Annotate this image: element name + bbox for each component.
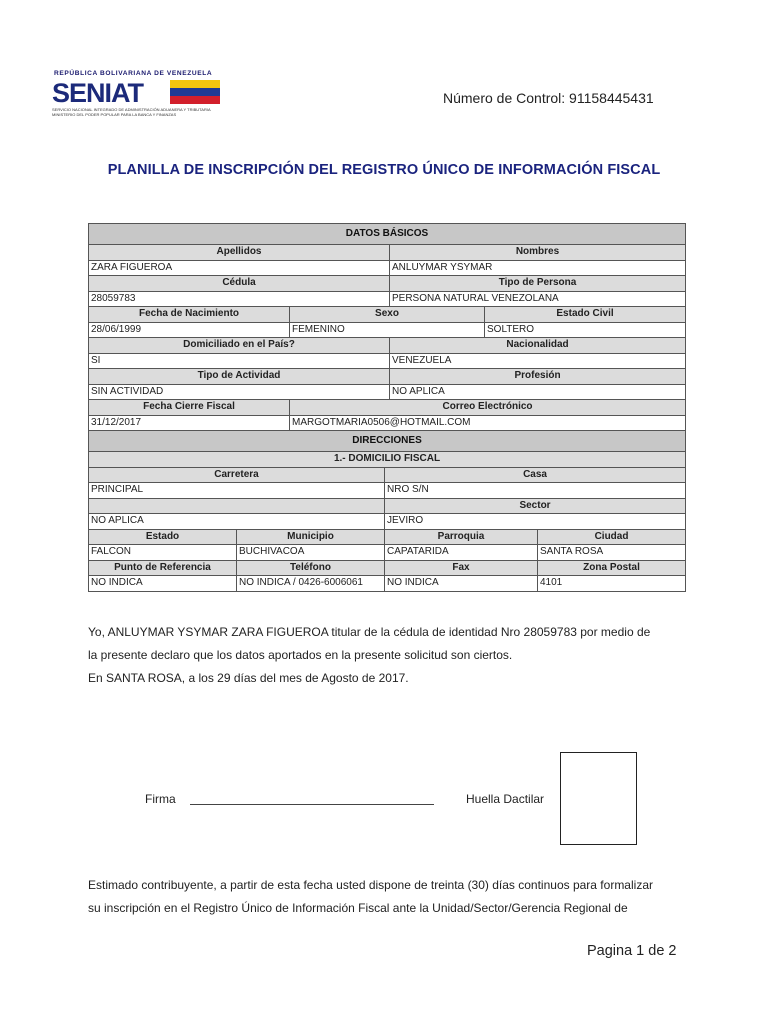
page-indicator: Pagina 1 de 2 [587,943,677,959]
logo-wordmark: SENIAT [52,78,144,108]
value-estado: FALCON [89,545,237,561]
label-fecha-cierre: Fecha Cierre Fiscal [89,400,290,416]
value-domiciliado: SI [89,353,390,369]
section-direcciones: DIRECCIONES [89,431,686,452]
value-nombres: ANLUYMAR YSYMAR [390,260,686,276]
label-estado: Estado [89,529,237,545]
control-number: Número de Control: 91158445431 [443,90,654,106]
value-apellidos: ZARA FIGUEROA [89,260,390,276]
logo-republic-text: REPÚBLICA BOLIVARIANA DE VENEZUELA [54,70,213,77]
notice-text: Estimado contribuyente, a partir de esta fecha usted dispone de treinta (30) días continuos para formalizar su inscripción en el Registro Único de Información Fiscal ante la Unidad/Sector/Gerencia Regional de [88,878,653,915]
label-blank [89,498,385,514]
label-punto-referencia: Punto de Referencia [89,560,237,576]
firma-label: Firma [145,792,176,806]
value-sexo: FEMENINO [290,322,485,338]
label-tipo-persona: Tipo de Persona [390,276,686,292]
label-nombres: Nombres [390,245,686,261]
label-profesion: Profesión [390,369,686,385]
value-profesion: NO APLICA [390,384,686,400]
label-tipo-actividad: Tipo de Actividad [89,369,390,385]
value-cedula: 28059783 [89,291,390,307]
label-municipio: Municipio [237,529,385,545]
value-estado-civil: SOLTERO [485,322,686,338]
subsection-domicilio-fiscal: 1.- DOMICILIO FISCAL [89,452,686,468]
label-correo: Correo Electrónico [290,400,686,416]
value-fecha-nacimiento: 28/06/1999 [89,322,290,338]
label-estado-civil: Estado Civil [485,307,686,323]
label-apellidos: Apellidos [89,245,390,261]
label-sector: Sector [385,498,686,514]
value-carretera: PRINCIPAL [89,483,385,499]
value-fax: NO INDICA [385,576,538,592]
value-zona-postal: 4101 [538,576,686,592]
value-fecha-cierre: 31/12/2017 [89,415,290,431]
label-fax: Fax [385,560,538,576]
value-sector-left: NO APLICA [89,514,385,530]
section-datos-basicos: DATOS BÁSICOS [89,224,686,245]
label-ciudad: Ciudad [538,529,686,545]
venezuela-flag-icon [170,80,220,104]
label-nacionalidad: Nacionalidad [390,338,686,354]
value-municipio: BUCHIVACOA [237,545,385,561]
seniat-logo [52,70,222,122]
value-correo: MARGOTMARIA0506@HOTMAIL.COM [290,415,686,431]
label-casa: Casa [385,467,686,483]
label-sexo: Sexo [290,307,485,323]
logo-subtitle: SERVICIO NACIONAL INTEGRADO DE ADMINISTRACIÓN ADUANERA Y TRIBUTARIA MINISTERIO DEL PODER POPULAR PARA LA BANCA Y FINANZAS [52,107,211,117]
value-ciudad: SANTA ROSA [538,545,686,561]
label-cedula: Cédula [89,276,390,292]
fingerprint-box [560,752,637,845]
label-carretera: Carretera [89,467,385,483]
value-telefono: NO INDICA / 0426-6006061 [237,576,385,592]
value-punto-referencia: NO INDICA [89,576,237,592]
value-tipo-actividad: SIN ACTIVIDAD [89,384,390,400]
label-telefono: Teléfono [237,560,385,576]
label-parroquia: Parroquia [385,529,538,545]
label-domiciliado: Domiciliado en el País? [89,338,390,354]
signature-line [190,804,434,805]
value-sector: JEVIRO [385,514,686,530]
document-title: PLANILLA DE INSCRIPCIÓN DEL REGISTRO ÚNICO DE INFORMACIÓN FISCAL [107,162,661,178]
value-parroquia: CAPATARIDA [385,545,538,561]
value-casa: NRO S/N [385,483,686,499]
registration-table [88,223,686,592]
label-fecha-nacimiento: Fecha de Nacimiento [89,307,290,323]
label-zona-postal: Zona Postal [538,560,686,576]
huella-label: Huella Dactilar [466,792,545,806]
declaration-text: Yo, ANLUYMAR YSYMAR ZARA FIGUEROA titular de la cédula de identidad Nro 28059783 por medio de la presente declaro que los datos aportados en la presente solicitud son ciertos. En SANTA ROSA, a los 29 días del mes de Agosto de 2017. [88,625,651,685]
value-tipo-persona: PERSONA NATURAL VENEZOLANA [390,291,686,307]
value-nacionalidad: VENEZUELA [390,353,686,369]
